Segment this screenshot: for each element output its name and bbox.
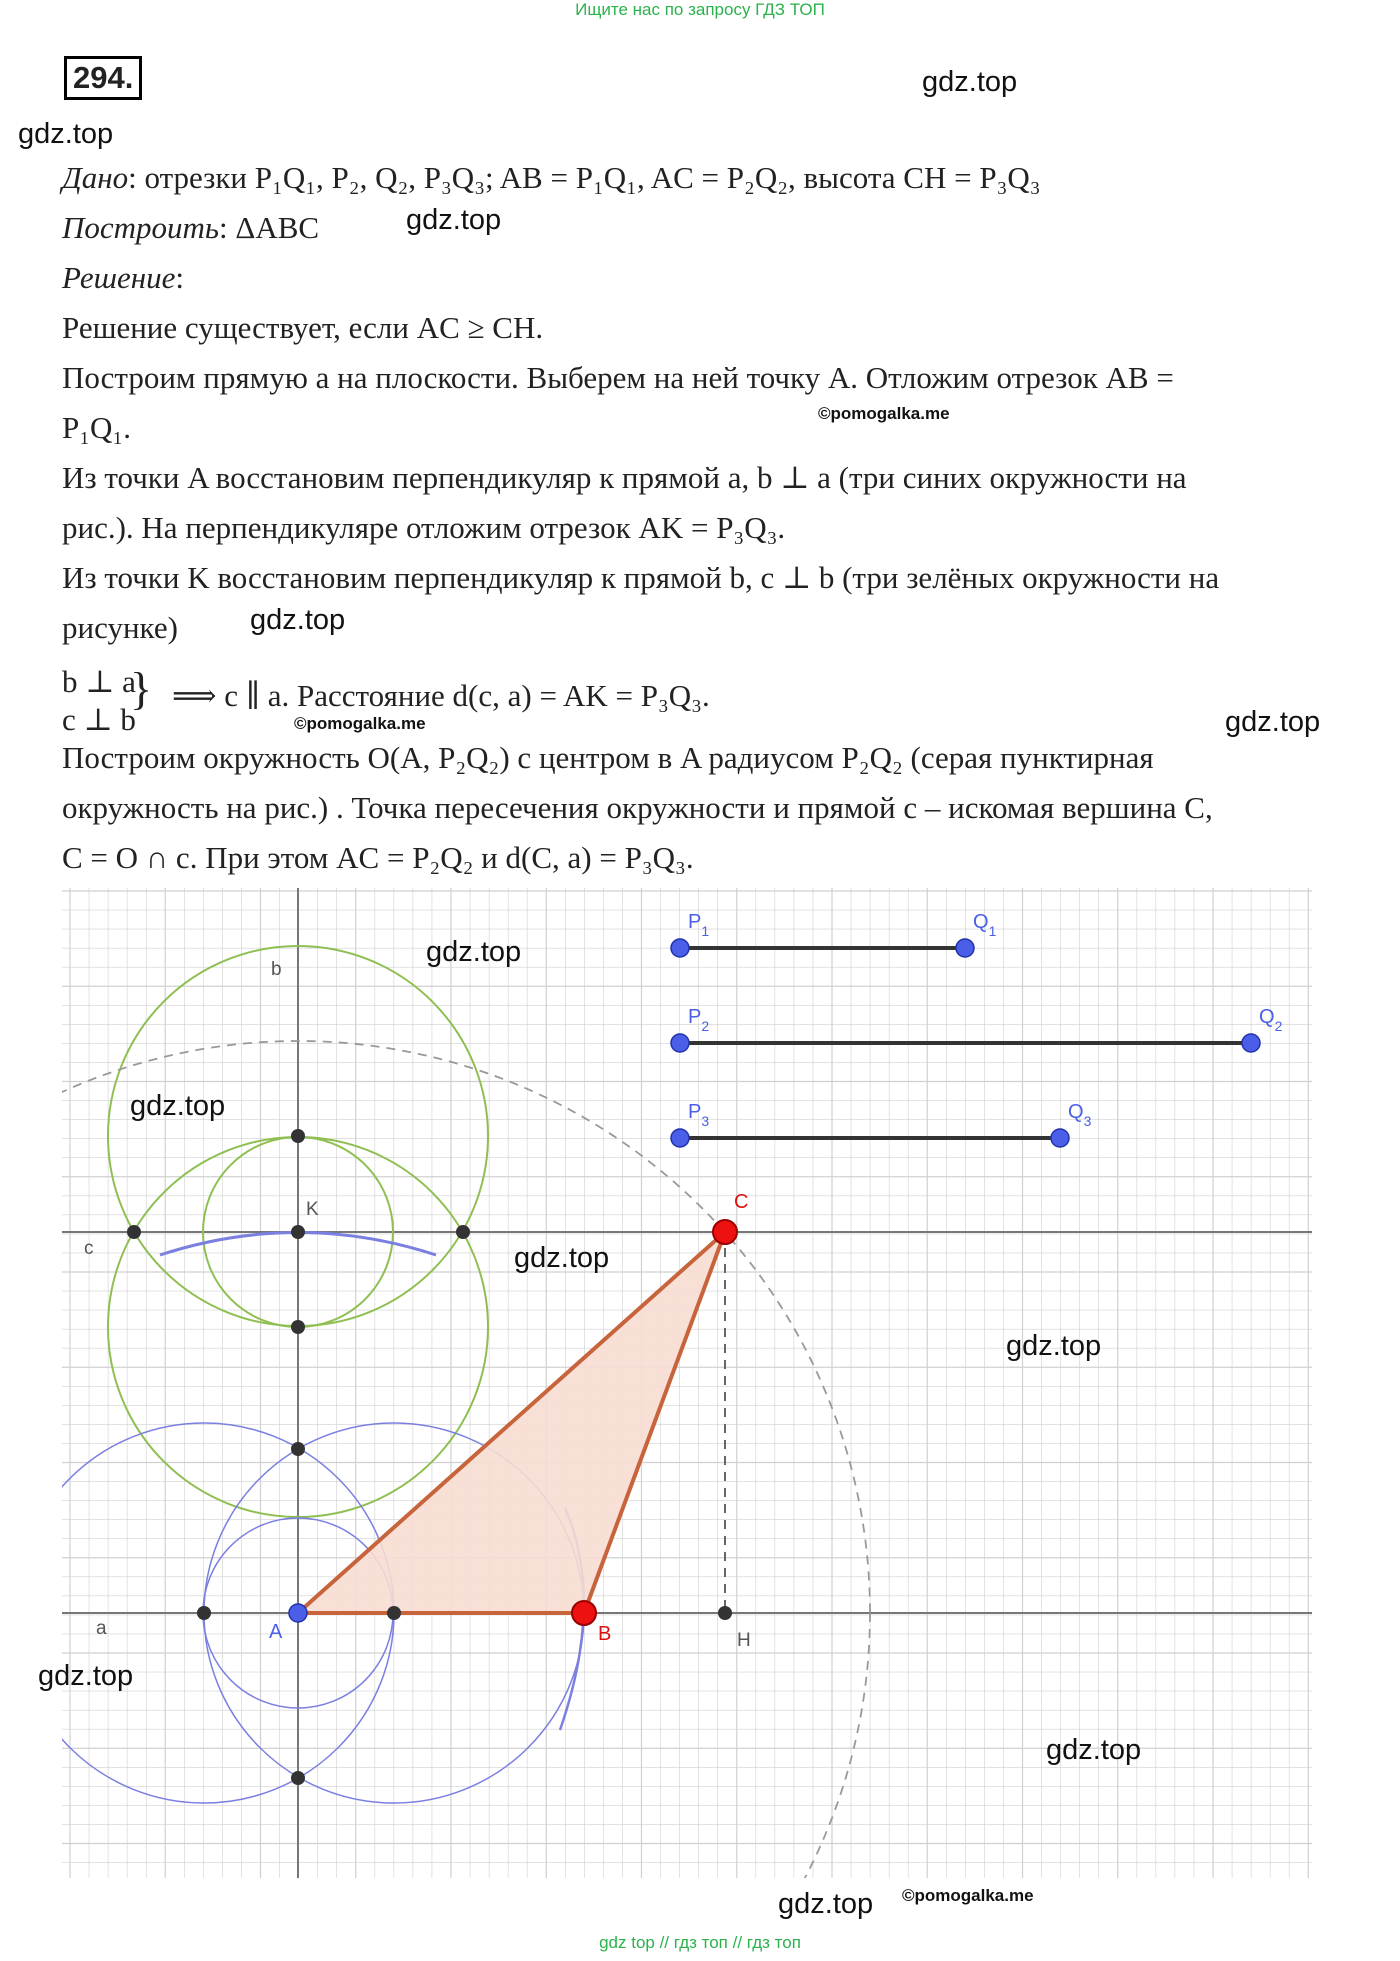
watermark: gdz.top [250,604,346,636]
point-p2 [671,1034,689,1052]
point-q3 [1051,1129,1069,1147]
text-line: Из точки A восстановим перпендикуляр к прямой a, b ⊥ a (три синих окружности на [62,460,1187,495]
top-banner[interactable]: Ищите нас по запросу ГДЗ ТОП [575,0,825,19]
pomogalka-watermark: ©pomogalka.me [902,1886,1034,1905]
watermark: gdz.top [406,204,502,236]
point [291,1771,305,1785]
label-p3: $P_3$ [688,1101,710,1129]
pomogalka-watermark: ©pomogalka.me [818,404,950,423]
point [197,1606,211,1620]
watermark: gdz.top [18,118,114,150]
point [291,1225,305,1239]
point-q2 [1242,1034,1260,1052]
given-text: : отрезки P₁Q₁, P₂, Q₂, P₃Q₃; AB = P₁Q₁, AC = P₂Q₂, высота CH = P₃Q₃ [128,160,1041,195]
solution-colon: : [175,260,184,295]
label-q2: $Q_2$ [1259,1006,1283,1034]
text-line: рисунке) [62,610,178,645]
given-label: Дано [62,160,129,195]
point [718,1606,732,1620]
text-line: Решение существует, если AC ≥ CH. [62,310,544,345]
pomogalka-watermark: ©pomogalka.me [294,714,426,733]
text-line: C = O ∩ c. При этом AC = P₂Q₂ и d(C, a) = P₃Q₃. [62,840,694,875]
label-line-c: c [84,1238,94,1259]
label-b: B [598,1623,612,1645]
watermark: gdz.top [514,1242,610,1274]
watermark: gdz.top [130,1090,226,1122]
label-p2: $P_2$ [688,1006,710,1034]
system-result: ⟹ c ∥ a. Расстояние d(c, a) = AK = P₃Q₃. [172,678,710,713]
label-q3: $Q_3$ [1068,1101,1092,1129]
text-line: Построим прямую a на плоскости. Выберем на ней точку A. Отложим отрезок AB = [62,360,1174,395]
point [291,1320,305,1334]
watermark: gdz.top [1225,706,1321,738]
point-c [713,1220,737,1244]
label-c: C [734,1191,749,1213]
text-line: окружность на рис.) . Точка пересечения окружности и прямой c – искомая вершина C, [62,790,1213,825]
label-a: A [269,1621,283,1643]
text-line: рис.). На перпендикуляре отложим отрезок AK = P₃Q₃. [62,510,786,545]
label-q1: $Q_1$ [973,911,997,939]
label-k: K [306,1199,319,1220]
label-line-a: a [96,1618,107,1639]
label-h: H [737,1630,751,1651]
construct-text: : ΔABC [219,210,320,245]
solution-label: Решение [62,260,176,295]
watermark: gdz.top [1046,1734,1142,1766]
point [127,1225,141,1239]
point-p3 [671,1129,689,1147]
watermark: gdz.top [778,1888,874,1920]
text-line: Из точки K восстановим перпендикуляр к прямой b, c ⊥ b (три зелёных окружности на [62,560,1220,595]
point-q1 [956,939,974,957]
label-p1: $P_1$ [688,911,710,939]
watermark: gdz.top [922,66,1018,98]
point-a [289,1604,307,1622]
construct-label: Построить [62,210,220,245]
triangle-abc [298,1232,725,1613]
watermark: gdz.top [1006,1330,1102,1362]
text-line: Построим окружность O(A, P₂Q₂) с центром в A радиусом P₂Q₂ (серая пунктирная [62,740,1154,775]
text-line: P₁Q₁. [62,410,131,445]
point [456,1225,470,1239]
label-line-b: b [271,959,282,980]
curly-brace: } [130,663,153,714]
system-line-1: b ⊥ a [62,664,136,699]
point-p1 [671,939,689,957]
point [291,1442,305,1456]
point [387,1606,401,1620]
problem-number: 294. [64,56,142,100]
point-b [572,1601,596,1625]
system-line-2: c ⊥ b [62,702,136,737]
point [291,1129,305,1143]
watermark: gdz.top [426,936,522,968]
watermark: gdz.top [38,1660,134,1692]
bottom-banner[interactable]: gdz top // гдз топ // гдз топ [599,1933,801,1952]
